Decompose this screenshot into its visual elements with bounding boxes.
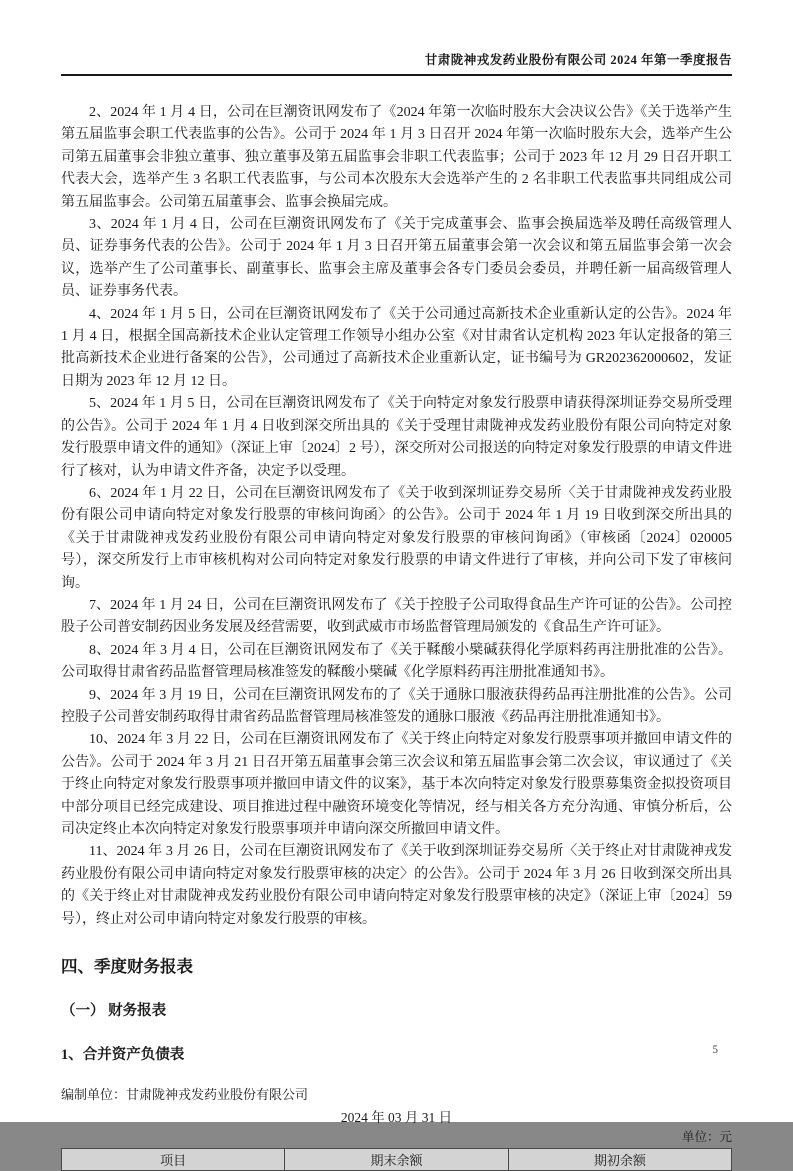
page-number: 5 xyxy=(712,1044,718,1056)
document-body xyxy=(61,102,732,1171)
paragraph-item-2: 2、2024 年 1 月 4 日，公司在巨潮资讯网发布了《2024 年第一次临时股东大会决议公告》《关于选举产生第五届监事会职工代表监事的公告》。公司于 2024 年 1 月 3 日召开 2024 年第一次临时股东大会，选举产生公司第五届董事会非独立董事、独立董事及第五届监事会非职工代表监事；公司于 2023 年 12 月 29 日召开职工代表大会，选举产生 3 名职工代表监事，与公司本次股东大会选举产生的 2 名非职工代表监事共同组成公司第五届监事会。公司第五届董事会、监事会换届完成。 xyxy=(61,105,732,210)
table-header-opening-balance: 期初余额 xyxy=(508,1149,731,1171)
subsection-heading-consolidated-balance-sheet: 1、合并资产负债表 xyxy=(61,1047,185,1064)
page-header xyxy=(61,52,732,76)
balance-sheet-table xyxy=(61,1148,732,1171)
unit-label: 单位：元 xyxy=(681,1130,732,1145)
section-heading-quarterly-financial-statements: 四、季度财务报表 xyxy=(61,957,193,977)
paragraph-item-9: 9、2024 年 3 月 19 日，公司在巨潮资讯网发布的了《关于通脉口服液获得药品再注册批准的公告》。公司控股子公司普安制药取得甘肃省药品监督管理局核准签发的通脉口服液《药品再注册批准通知书》。 xyxy=(61,687,732,725)
paragraph-item-3: 3、2024 年 1 月 4 日，公司在巨潮资讯网发布了《关于完成董事会、监事会换届选举及聘任高级管理人员、证券事务代表的公告》。公司于 2024 年 1 月 3 日召开第五届董事会第一次会议和第五届监事会第一次会议，选举产生了公司董事长、副董事长、监事会主席及董事会各专门委员会委员，并聘任新一届高级管理人员、证券事务代表。 xyxy=(61,217,732,300)
report-title: 甘肃陇神戎发药业股份有限公司 2024 年第一季度报告 xyxy=(424,53,732,67)
table-header-closing-balance: 期末余额 xyxy=(285,1149,508,1171)
table-header-item: 项目 xyxy=(62,1149,285,1171)
prepared-by-line: 编制单位：甘肃陇神戎发药业股份有限公司 xyxy=(61,1087,309,1103)
statement-date: 2024 年 03 月 31 日 xyxy=(340,1110,453,1126)
paragraph-item-8: 8、2024 年 3 月 4 日，公司在巨潮资讯网发布了《关于鞣酸小檗碱获得化学原料药再注册批准的公告》。公司取得甘肃省药品监督管理局核准签发的鞣酸小檗碱《化学原料药再注册批准通知书》。 xyxy=(61,642,732,681)
table-header-row xyxy=(62,1149,732,1171)
paragraph-item-11: 11、2024 年 3 月 26 日，公司在巨潮资讯网发布了《关于收到深圳证券交易所〈关于终止对甘肃陇神戎发药业股份有限公司申请向特定对象发行股票审核的决定〉的公告》。公司于 2024 年 3 月 26 日收到深交所出具的《关于终止对甘肃陇神戎发药业股份有限公司申请向特定对象发行股票审核的决定》（深证上审〔2024〕59 号），终止对公司申请向特定对象发行股票的审核。 xyxy=(61,844,732,927)
paragraph-item-10: 10、2024 年 3 月 22 日，公司在巨潮资讯网发布了《关于终止向特定对象发行股票事项并撤回申请文件的公告》。公司于 2024 年 3 月 21 日召开第五届董事会第三次会议和第五届监事会第二次会议，审议通过了《关于终止向特定对象发行股票事项并撤回申请文件的议案》，基于本次向特定对象发行股票募集资金拟投资项目中部分项目已经完成建设、项目推进过程中融资环境变化等情况，经与相关各方充分沟通、审慎分析后，公司决定终止本次向特定对象发行股票事项并申请向深交所撤回申请文件。 xyxy=(61,732,732,837)
subsection-heading-financial-statements: （一） 财务报表 xyxy=(61,1003,167,1020)
paragraph-item-5: 5、2024 年 1 月 5 日，公司在巨潮资讯网发布了《关于向特定对象发行股票申请获得深圳证券交易所受理的公告》。公司于 2024 年 1 月 4 日收到深交所出具的《关于受理甘肃陇神戎发药业股份有限公司向特定对象发行股票申请文件的通知》（深证上审〔2024〕2 号），深交所对公司报送的向特定对象发行股票的申请文件进行了核对，认为申请文件齐备，决定予以受理。 xyxy=(61,396,732,479)
paragraph-item-6: 6、2024 年 1 月 22 日，公司在巨潮资讯网发布了《关于收到深圳证券交易所〈关于甘肃陇神戎发药业股份有限公司申请向特定对象发行股票的审核问询函〉的公告》。公司于 2024 年 1 月 19 日收到深交所出具的《关于甘肃陇神戎发药业股份有限公司申请向特定对象发行股票的审核问询函》（审核函〔2024〕020005 号），深交所发行上市审核机构对公司向特定对象发行股票的申请文件进行了审核，并向公司下发了审核问询。 xyxy=(61,485,732,591)
paragraph-item-4: 4、2024 年 1 月 5 日，公司在巨潮资讯网发布了《关于公司通过高新技术企业重新认定的公告》。2024 年 1 月 4 日，根据全国高新技术企业认定管理工作领导小组办公室《对甘肃省认定机构 2023 年认定报备的第三批高新技术企业进行备案的公告》，公司通过了高新技术企业重新认定，证书编号为 GR202362000602，发证日期为 2023 年 12 月 12 日。 xyxy=(61,306,732,389)
paragraph-item-7: 7、2024 年 1 月 24 日，公司在巨潮资讯网发布了《关于控股子公司取得食品生产许可证的公告》。公司控股子公司普安制药因业务发展及经营需要，收到武威市市场监督管理局颁发的《食品生产许可证》。 xyxy=(61,597,732,636)
